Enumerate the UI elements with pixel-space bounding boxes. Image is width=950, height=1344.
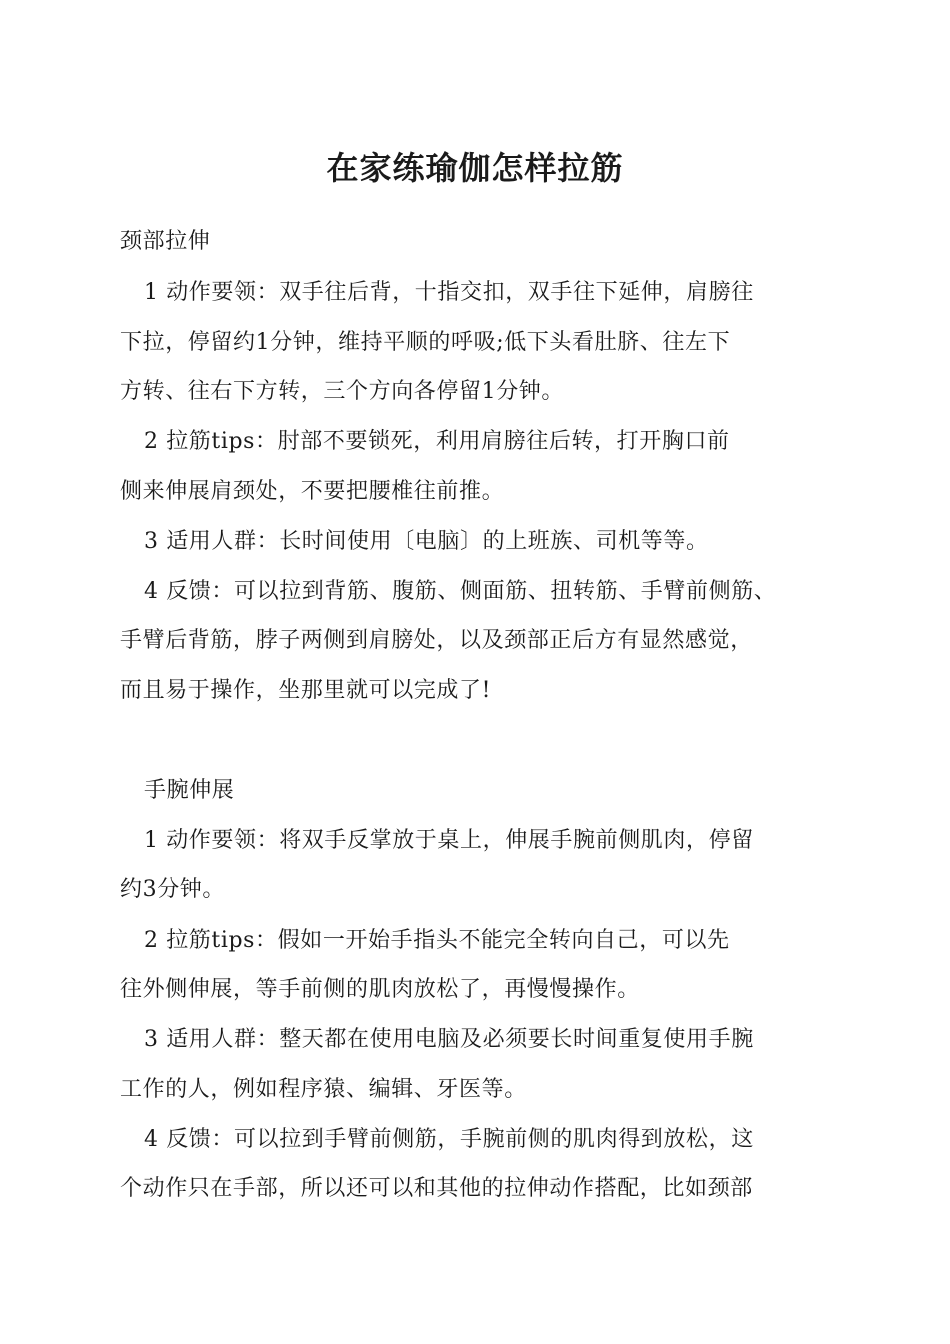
paragraph-line: 侧来伸展肩颈处，不要把腰椎往前推。 (120, 479, 505, 504)
paragraph-line: 下拉，停留约1分钟，维持平顺的呼吸;低下头看肚脐、往左下 (120, 330, 731, 355)
paragraph-line: 4 反馈：可以拉到手臂前侧筋，手腕前侧的肌肉得到放松，这 (144, 1127, 754, 1152)
paragraph-line: 2 拉筋tips：假如一开始手指头不能完全转向自己，可以先 (144, 928, 730, 953)
section-heading-neck-stretch: 颈部拉伸 (120, 229, 211, 254)
paragraph-line: 而且易于操作，坐那里就可以完成了! (120, 678, 492, 703)
paragraph-line: 1 动作要领：将双手反掌放于桌上，伸展手腕前侧肌肉，停留 (144, 828, 754, 853)
paragraph-line: 4 反馈：可以拉到背筋、腹筋、侧面筋、扭转筋、手臂前侧筋、 (144, 579, 777, 604)
paragraph-line: 约3分钟。 (120, 877, 225, 902)
paragraph-line: 3 适用人群：长时间使用〔电脑〕的上班族、司机等等。 (144, 529, 709, 554)
paragraph-line: 1 动作要领：双手往后背，十指交扣，双手往下延伸，肩膀往 (144, 280, 754, 305)
paragraph-line: 方转、往右下方转，三个方向各停留1分钟。 (120, 379, 564, 404)
paragraph-line: 2 拉筋tips：肘部不要锁死，利用肩膀往后转，打开胸口前 (144, 429, 730, 454)
paragraph-line: 往外侧伸展，等手前侧的肌肉放松了，再慢慢操作。 (120, 977, 640, 1002)
paragraph-line: 手臂后背筋，脖子两侧到肩膀处，以及颈部正后方有显然感觉， (120, 628, 753, 653)
document-title: 在家练瑜伽怎样拉筋 (326, 149, 624, 187)
paragraph-line: 3 适用人群：整天都在使用电脑及必须要长时间重复使用手腕 (144, 1027, 754, 1052)
paragraph-line: 工作的人，例如程序猿、编辑、牙医等。 (120, 1077, 527, 1102)
paragraph-line: 个动作只在手部，所以还可以和其他的拉伸动作搭配，比如颈部 (120, 1176, 753, 1201)
section-heading-wrist-stretch: 手腕伸展 (144, 778, 235, 803)
